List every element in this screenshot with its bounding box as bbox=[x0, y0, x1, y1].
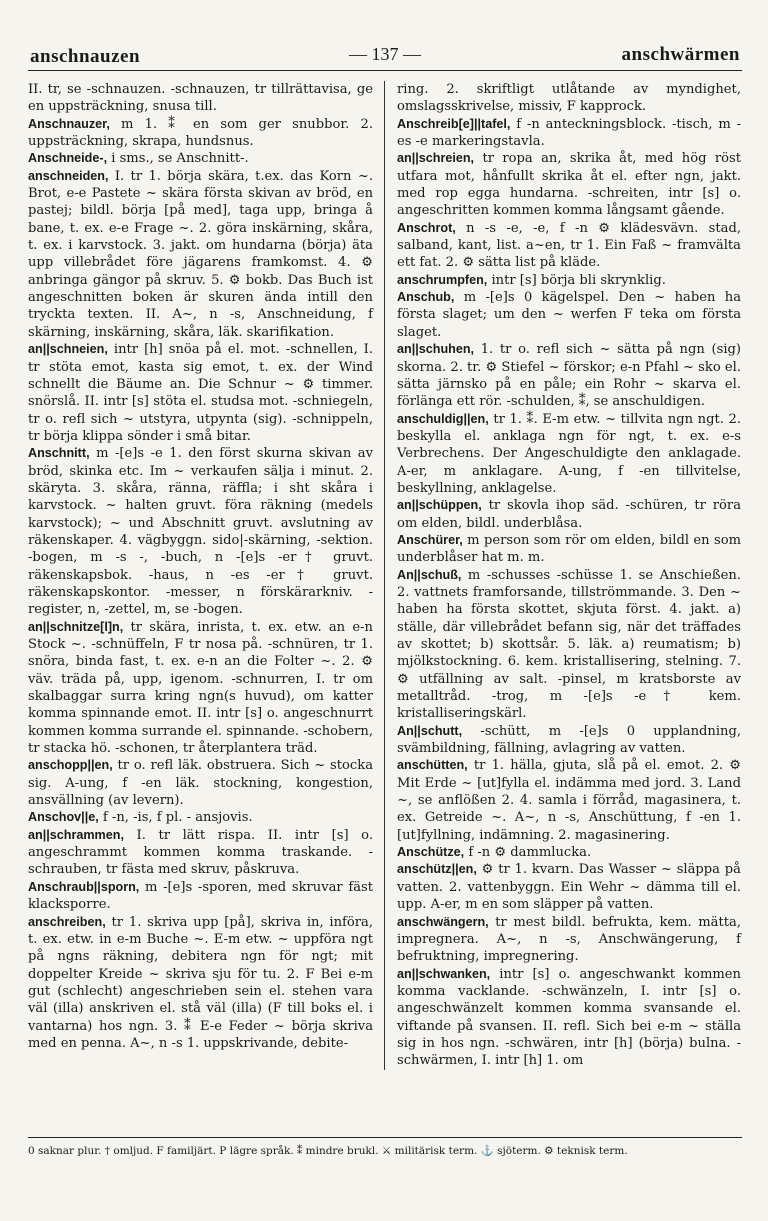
entry-headword: an||schrammen, bbox=[28, 827, 124, 842]
dictionary-entry bbox=[28, 914, 373, 1053]
entry-definition: f -n, -is, f pl. - ansjovis. bbox=[98, 810, 253, 826]
dictionary-entry bbox=[397, 723, 741, 758]
dictionary-entry bbox=[28, 81, 373, 116]
dictionary-entry bbox=[28, 445, 373, 618]
entry-headword: Anschnitt, bbox=[28, 446, 90, 461]
entry-definition: tr 1. hälla, gjuta, slå på el. emot. 2. ⚙ Mit Erde ~ [ut]fylla el. indämma med jord. 3. Land ~, se anflößen 2. 4. samla i förråd, magasinera, t. ex. Getreide ~. A~, n -s, Anschüttung, f -en 1. [ut]fyllning, indämning. 2. magasinering. bbox=[397, 758, 741, 843]
entry-headword: anschwängern, bbox=[397, 914, 489, 929]
dictionary-entry bbox=[397, 150, 741, 219]
dictionary-entry bbox=[397, 844, 741, 861]
entry-definition: I. tr lätt rispa. II. intr [s] o. angeschrammt kommen komma traskande. -schrauben, tr fästa med skruv, påskruva. bbox=[28, 827, 373, 878]
entry-definition: intr [h] snöa på el. mot. -schnellen, I. tr stöta emot, kasta sig emot, t. ex. der Wind schnellt die Bäume an. Die Schnur ~ ⚙ timmer. snörslå. II. intr [s] stöta el. studsa mot. -schniegeln, tr o. refl sich ~ utstyra, utpynta (sig). -schnippeln, tr börja klippa sönder i små bitar. bbox=[28, 342, 373, 444]
entry-definition: tr mest bildl. befrukta, kem. mätta, impregnera. A~, n -s, Anschwängerung, f befruktning, impregnering. bbox=[397, 914, 741, 965]
dictionary-entry bbox=[397, 914, 741, 966]
page-footer bbox=[28, 1135, 742, 1157]
entry-headword: An||schutt, bbox=[397, 723, 463, 738]
entry-definition: m person som rör om elden, bildl en som underblåser hat m. m. bbox=[397, 532, 741, 566]
dictionary-entry bbox=[397, 411, 741, 498]
page-header bbox=[28, 40, 742, 68]
dictionary-entry bbox=[28, 116, 373, 151]
entry-definition: m -[e]s 0 kägelspel. Den ~ haben ha första slaget; um den ~ werfen F teka om första slaget. bbox=[397, 290, 741, 340]
dictionary-entry bbox=[28, 879, 373, 914]
entry-definition: i sms., se Anschnitt-. bbox=[107, 151, 249, 167]
entry-headword: anschreiben, bbox=[28, 914, 106, 929]
entry-headword: Anschürer, bbox=[397, 532, 463, 547]
entry-headword: Anschub, bbox=[397, 290, 455, 305]
entry-definition: tr 1. skriva upp [på], skriva in, införa, t. ex. etw. in e-m Buche ~. E-m etw. ~ uppföra ngt på ngns räkning, debitera ngn för ngt; mit doppelter Kreide ~ skriva sju för tu. 2. F Bei e-m gut (schlecht) angeschrieben sein el. stehen vara väl (illa) anskriven el. stå väl (illa) (F till boks el. i vantarna) hos ngn. 3. ⁑ E-e Feder ~ börja skriva med en penna. A~, n -s 1. uppskrivande, debite- bbox=[28, 914, 373, 1051]
entry-definition: II. tr, se -schnauzen. -schnauzen, tr tillrättavisa, ge en uppsträckning, snusa till. bbox=[28, 82, 373, 115]
dictionary-entry bbox=[28, 827, 373, 879]
entry-definition: m -[e]s -sporen, med skruvar fäst klacksporre. bbox=[28, 879, 373, 913]
entry-headword: anschuldig||en, bbox=[397, 411, 489, 426]
dictionary-entry bbox=[28, 757, 373, 809]
entry-headword: Anschreib[e]||tafel, bbox=[397, 116, 511, 131]
dictionary-entry bbox=[28, 619, 373, 758]
entry-definition: ⚙ tr 1. kvarn. Das Wasser ~ släppa på vatten. 2. vattenbyggn. Ein Wehr ~ dämma till el. upp. A-er, m en som släpper på vatten. bbox=[397, 862, 741, 913]
entry-headword: an||schüppen, bbox=[397, 498, 482, 513]
entry-definition: f -n ⚙ dammlucka. bbox=[464, 845, 592, 861]
entry-headword: Anschraub||sporn, bbox=[28, 879, 140, 894]
dictionary-entry bbox=[28, 341, 373, 445]
entry-definition: intr [s] börja bli skrynklig. bbox=[487, 272, 666, 288]
entry-headword: an||schnitze[l]n, bbox=[28, 619, 124, 634]
dictionary-entry bbox=[397, 567, 741, 723]
entry-headword: anschütz||en, bbox=[397, 862, 477, 877]
dictionary-entry bbox=[397, 532, 741, 567]
entry-definition: m -[e]s -e 1. den först skurna skivan av bröd, skinka etc. Im ~ verkaufen sälja i minut. 2. skäryta. 3. skåra, ränna, räffla; i sht skåra i karvstock. ~ halten gruvt. föra räkning (medels karvstock); ~ und Abschnitt gruvt. avslutning av räkenskaper. 4. vägbyggn. sido|-skärning, -sektion. -bogen, m -s -, -buch, n -[e]s -er† gruvt. räkenskapsbok. -haus, n -es -er† gruvt. räkenskapskontor. -messer, n förskärarkniv. -register, n, -zettel, m, se -bogen. bbox=[28, 446, 373, 618]
dictionary-entry bbox=[397, 497, 741, 532]
dictionary-entry bbox=[28, 809, 373, 826]
entry-headword: an||schuhen, bbox=[397, 342, 475, 357]
dictionary-entry bbox=[397, 289, 741, 341]
right-column bbox=[385, 81, 741, 1070]
entry-headword: anschopp||en, bbox=[28, 758, 113, 773]
entry-headword: Anschütze, bbox=[397, 845, 465, 860]
entry-headword: Anschrot, bbox=[397, 220, 456, 235]
entry-headword: An||schuß, bbox=[397, 567, 462, 582]
entry-headword: Anschneide-, bbox=[28, 151, 108, 166]
entry-definition: tr ropa an, skrika åt, med hög röst utfara mot, hånfullt skrika åt el. efter ngn, jakt. med rop egga hundarna. -schreiten, intr [s] o. angeschritten kommen komma långsamt gående. bbox=[397, 151, 741, 219]
dictionary-entry bbox=[397, 341, 741, 410]
entry-definition: ring. 2. skriftligt utlåtande av myndighet, omslagsskrivelse, missiv, F kapprock. bbox=[397, 82, 741, 115]
header-rule bbox=[28, 70, 742, 71]
entry-headword: an||schreien, bbox=[397, 151, 475, 166]
footer-rule bbox=[28, 1137, 742, 1138]
entry-definition: m -schusses -schüsse 1. se Anschießen. 2. vattnets framforsande, tillströmmande. 3. Den ~ haben ha första skottet, skjuta först. 4. jakt. a) ställe, där villebrådet befann sig, när det träffades av skottet; b) skottsår. 5. läk. a) reumatism; b) mjölkstockning. 6. kem. kristallisering, stelning. 7. ⚙ utfällning av salt. -pinsel, m kratsborste av metalltråd. -trog, m -[e]s -e† kem. kristalliseringskärl. bbox=[397, 567, 741, 722]
entry-definition: n -s -e, -e, f -n ⚙ klädesvävn. stad, salband, kant, list. a~en, tr 1. Ein Faß ~ framvälta ett fat. 2. ⚙ sätta list på kläde. bbox=[397, 220, 741, 271]
entry-definition: f -n anteckningsblock. -tisch, m -es -e markeringstavla. bbox=[397, 116, 741, 150]
entry-definition: intr [s] o. angeschwankt kommen komma vacklande. -schwänzeln, I. intr [s] o. angeschwänzelt kommen komma svansande el. viftande på svansen. II. refl. Sich bei e-m ~ ställa sig in hos ngn. -schwären, intr [h] (börja) bulna. -schwärmen, I. intr [h] 1. om bbox=[397, 966, 741, 1069]
page-number: — 137 — bbox=[349, 44, 421, 64]
dictionary-entry bbox=[397, 861, 741, 913]
entry-headword: anschneiden, bbox=[28, 168, 109, 183]
entry-definition: tr o. refl läk. obstruera. Sich ~ stocka sig. A-ung, f -en läk. stockning, kongestion, ansvällning (av levern). bbox=[28, 758, 373, 809]
dictionary-entry bbox=[397, 966, 741, 1070]
dictionary-page bbox=[28, 40, 742, 1070]
dictionary-entry bbox=[397, 757, 741, 844]
entry-headword: an||schwanken, bbox=[397, 966, 491, 981]
entry-definition: tr skära, inrista, t. ex. etw. an e-n Stock ~. -schnüffeln, F tr nosa på. -schnüren, tr 1. snöra, binda fast, t. ex. e-n an die Folter ~. 2. ⚙ väv. träda på, upp, igenom. -schnurren, I. tr om skalbaggar surra kring ngn(s huvud), om katter komma spinnande emot. II. intr [s] o. angeschnurrt kommen komma surrande el. spinnande. -schobern, tr stacka hö. -schonen, tr återplantera träd. bbox=[28, 619, 373, 757]
dictionary-entry bbox=[397, 81, 741, 116]
entry-headword: Anschov||e, bbox=[28, 810, 99, 825]
entry-headword: Anschnauzer, bbox=[28, 116, 110, 131]
entry-headword: an||schneien, bbox=[28, 342, 108, 357]
columns bbox=[28, 81, 742, 1070]
left-column bbox=[28, 81, 385, 1070]
entry-definition: -schütt, m -[e]s 0 upplandning, svämbildning, fällning, avlagring av vatten. bbox=[397, 723, 741, 757]
entry-definition: m 1. ⁑ en som ger snubbor. 2. uppsträckning, skrapa, hundsnus. bbox=[28, 116, 373, 150]
abbreviation-legend: 0 saknar plur. † omljud. F familjärt. P lägre språk. ⁑ mindre brukl. ⚔ militärisk term. ⚓ sjöterm. ⚙ teknisk term. bbox=[28, 1145, 628, 1157]
dictionary-entry bbox=[397, 116, 741, 151]
entry-definition: I. tr 1. börja skära, t.ex. das Korn ~. Brot, e-e Pastete ~ skära första skivan av bröd, en pastej; bildl. börja [på med], taga upp, bringa å bane, t. ex. e-e Frage ~. 2. göra inskärning, skåra, t. ex. i karvstock. 3. jakt. om hundarna (börja) äta upp villebrådet före jägarens framkomst. 4. ⚙ anbringa gängor på skruv. 5. ⚙ bokb. Das Buch ist angeschnitten boken är skuren ända intill den tryckta texten. II. A~, n -s, Anschneidung, f skärning, inskärning, skåra, läk. skarifikation. bbox=[28, 168, 373, 340]
header-last-word: anschwärmen bbox=[621, 44, 740, 65]
entry-definition: 1. tr o. refl sich ~ sätta på ngn (sig) skorna. 2. tr. ⚙ Stiefel ~ förskor; e-n Pfahl ~ sko el. sätta järnsko på en påle; ein Rohr ~ skarva el. förlänga ett rör. -schulden, ⁑, se anschuldigen. bbox=[397, 342, 741, 410]
dictionary-entry bbox=[28, 168, 373, 341]
header-first-word: anschnauzen bbox=[30, 46, 141, 67]
entry-definition: tr 1. ⁑. E-m etw. ~ tillvita ngn ngt. 2. beskylla el. anklaga ngn för ngt, t. ex. e-s Verbrechens. Der Angeschuldigte den anklagade. A-er, m anklagare. A-ung, f -en tillvitelse, beskyllning, anklagelse. bbox=[397, 411, 741, 496]
entry-definition: tr skovla ihop säd. -schüren, tr röra om elden, bildl. underblåsa. bbox=[397, 498, 741, 531]
dictionary-entry bbox=[28, 150, 373, 167]
dictionary-entry bbox=[397, 220, 741, 272]
entry-headword: anschrumpfen, bbox=[397, 272, 488, 287]
dictionary-entry bbox=[397, 272, 741, 289]
entry-headword: anschütten, bbox=[397, 758, 468, 773]
